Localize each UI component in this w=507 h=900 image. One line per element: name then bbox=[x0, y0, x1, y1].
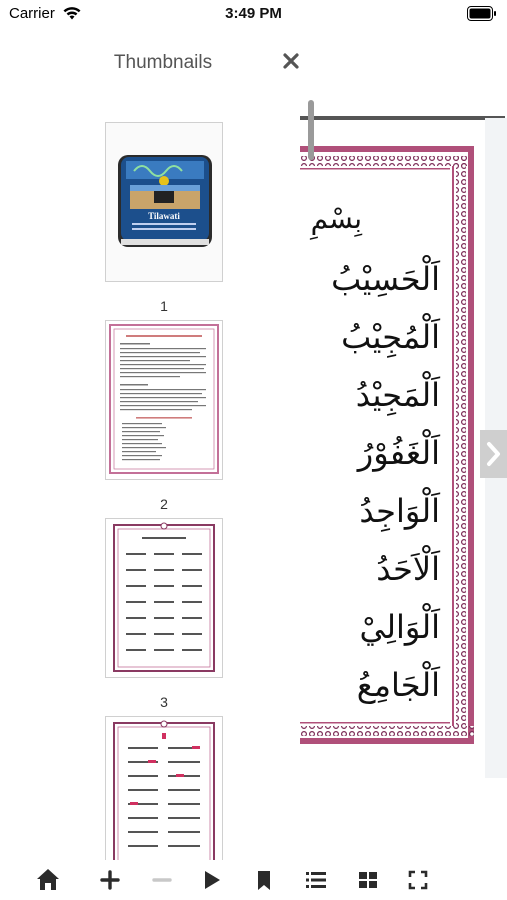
arabic-name: اَلْوَالِيْ bbox=[359, 608, 440, 646]
thumbnail-cover[interactable] bbox=[105, 122, 223, 282]
next-page-button[interactable] bbox=[480, 430, 507, 478]
thumbnails-panel bbox=[0, 30, 300, 860]
fullscreen-icon[interactable] bbox=[404, 866, 432, 894]
thumbnail-list[interactable] bbox=[0, 120, 300, 860]
page-2-preview bbox=[106, 519, 222, 677]
panel-title: Thumbnails bbox=[113, 52, 213, 73]
page-1-preview bbox=[106, 321, 222, 479]
basmala-fragment: بِسْمِ bbox=[310, 202, 362, 235]
play-icon[interactable] bbox=[198, 866, 226, 894]
arabic-name: اَلْجَامِعُ bbox=[356, 666, 440, 704]
thumbnail-page-3[interactable] bbox=[105, 716, 223, 860]
thumbnail-page-2[interactable] bbox=[105, 518, 223, 678]
thumbnail-page-1[interactable] bbox=[105, 320, 223, 480]
bottom-toolbar bbox=[0, 860, 507, 900]
carrier-label: Carrier bbox=[9, 5, 55, 22]
minus-icon bbox=[148, 866, 176, 894]
thumbnail-page-number: 1 bbox=[160, 298, 168, 314]
page-image bbox=[300, 98, 507, 788]
arabic-name: اَلْوَاجِدُ bbox=[359, 492, 440, 530]
home-icon[interactable] bbox=[34, 866, 62, 894]
grid-icon[interactable] bbox=[354, 866, 382, 894]
battery-icon bbox=[467, 6, 497, 21]
page-3-preview bbox=[106, 717, 222, 860]
bookmark-icon[interactable] bbox=[250, 866, 278, 894]
thumbnail-page-number: 3 bbox=[160, 694, 168, 710]
close-icon[interactable] bbox=[280, 50, 302, 72]
clock: 3:49 PM bbox=[225, 5, 282, 22]
scroll-handle[interactable] bbox=[308, 100, 314, 160]
arabic-name: اَلْمُجِيْبُ bbox=[341, 318, 440, 356]
document-page-view[interactable] bbox=[300, 98, 507, 788]
thumbnail-page-number: 2 bbox=[160, 496, 168, 512]
arabic-name: اَلْاَحَدُ bbox=[376, 550, 440, 588]
list-icon[interactable] bbox=[302, 866, 330, 894]
book-cover-image bbox=[106, 123, 222, 281]
arabic-name: اَلْغَفُوْرُ bbox=[357, 434, 440, 472]
arabic-name: اَلْحَسِيْبُ bbox=[331, 260, 440, 298]
arabic-name: اَلْمَجِيْدُ bbox=[355, 376, 440, 414]
chevron-right-icon bbox=[480, 430, 507, 478]
status-bar bbox=[0, 0, 507, 30]
plus-icon[interactable] bbox=[96, 866, 124, 894]
cover-title: Tilawati bbox=[148, 211, 180, 221]
